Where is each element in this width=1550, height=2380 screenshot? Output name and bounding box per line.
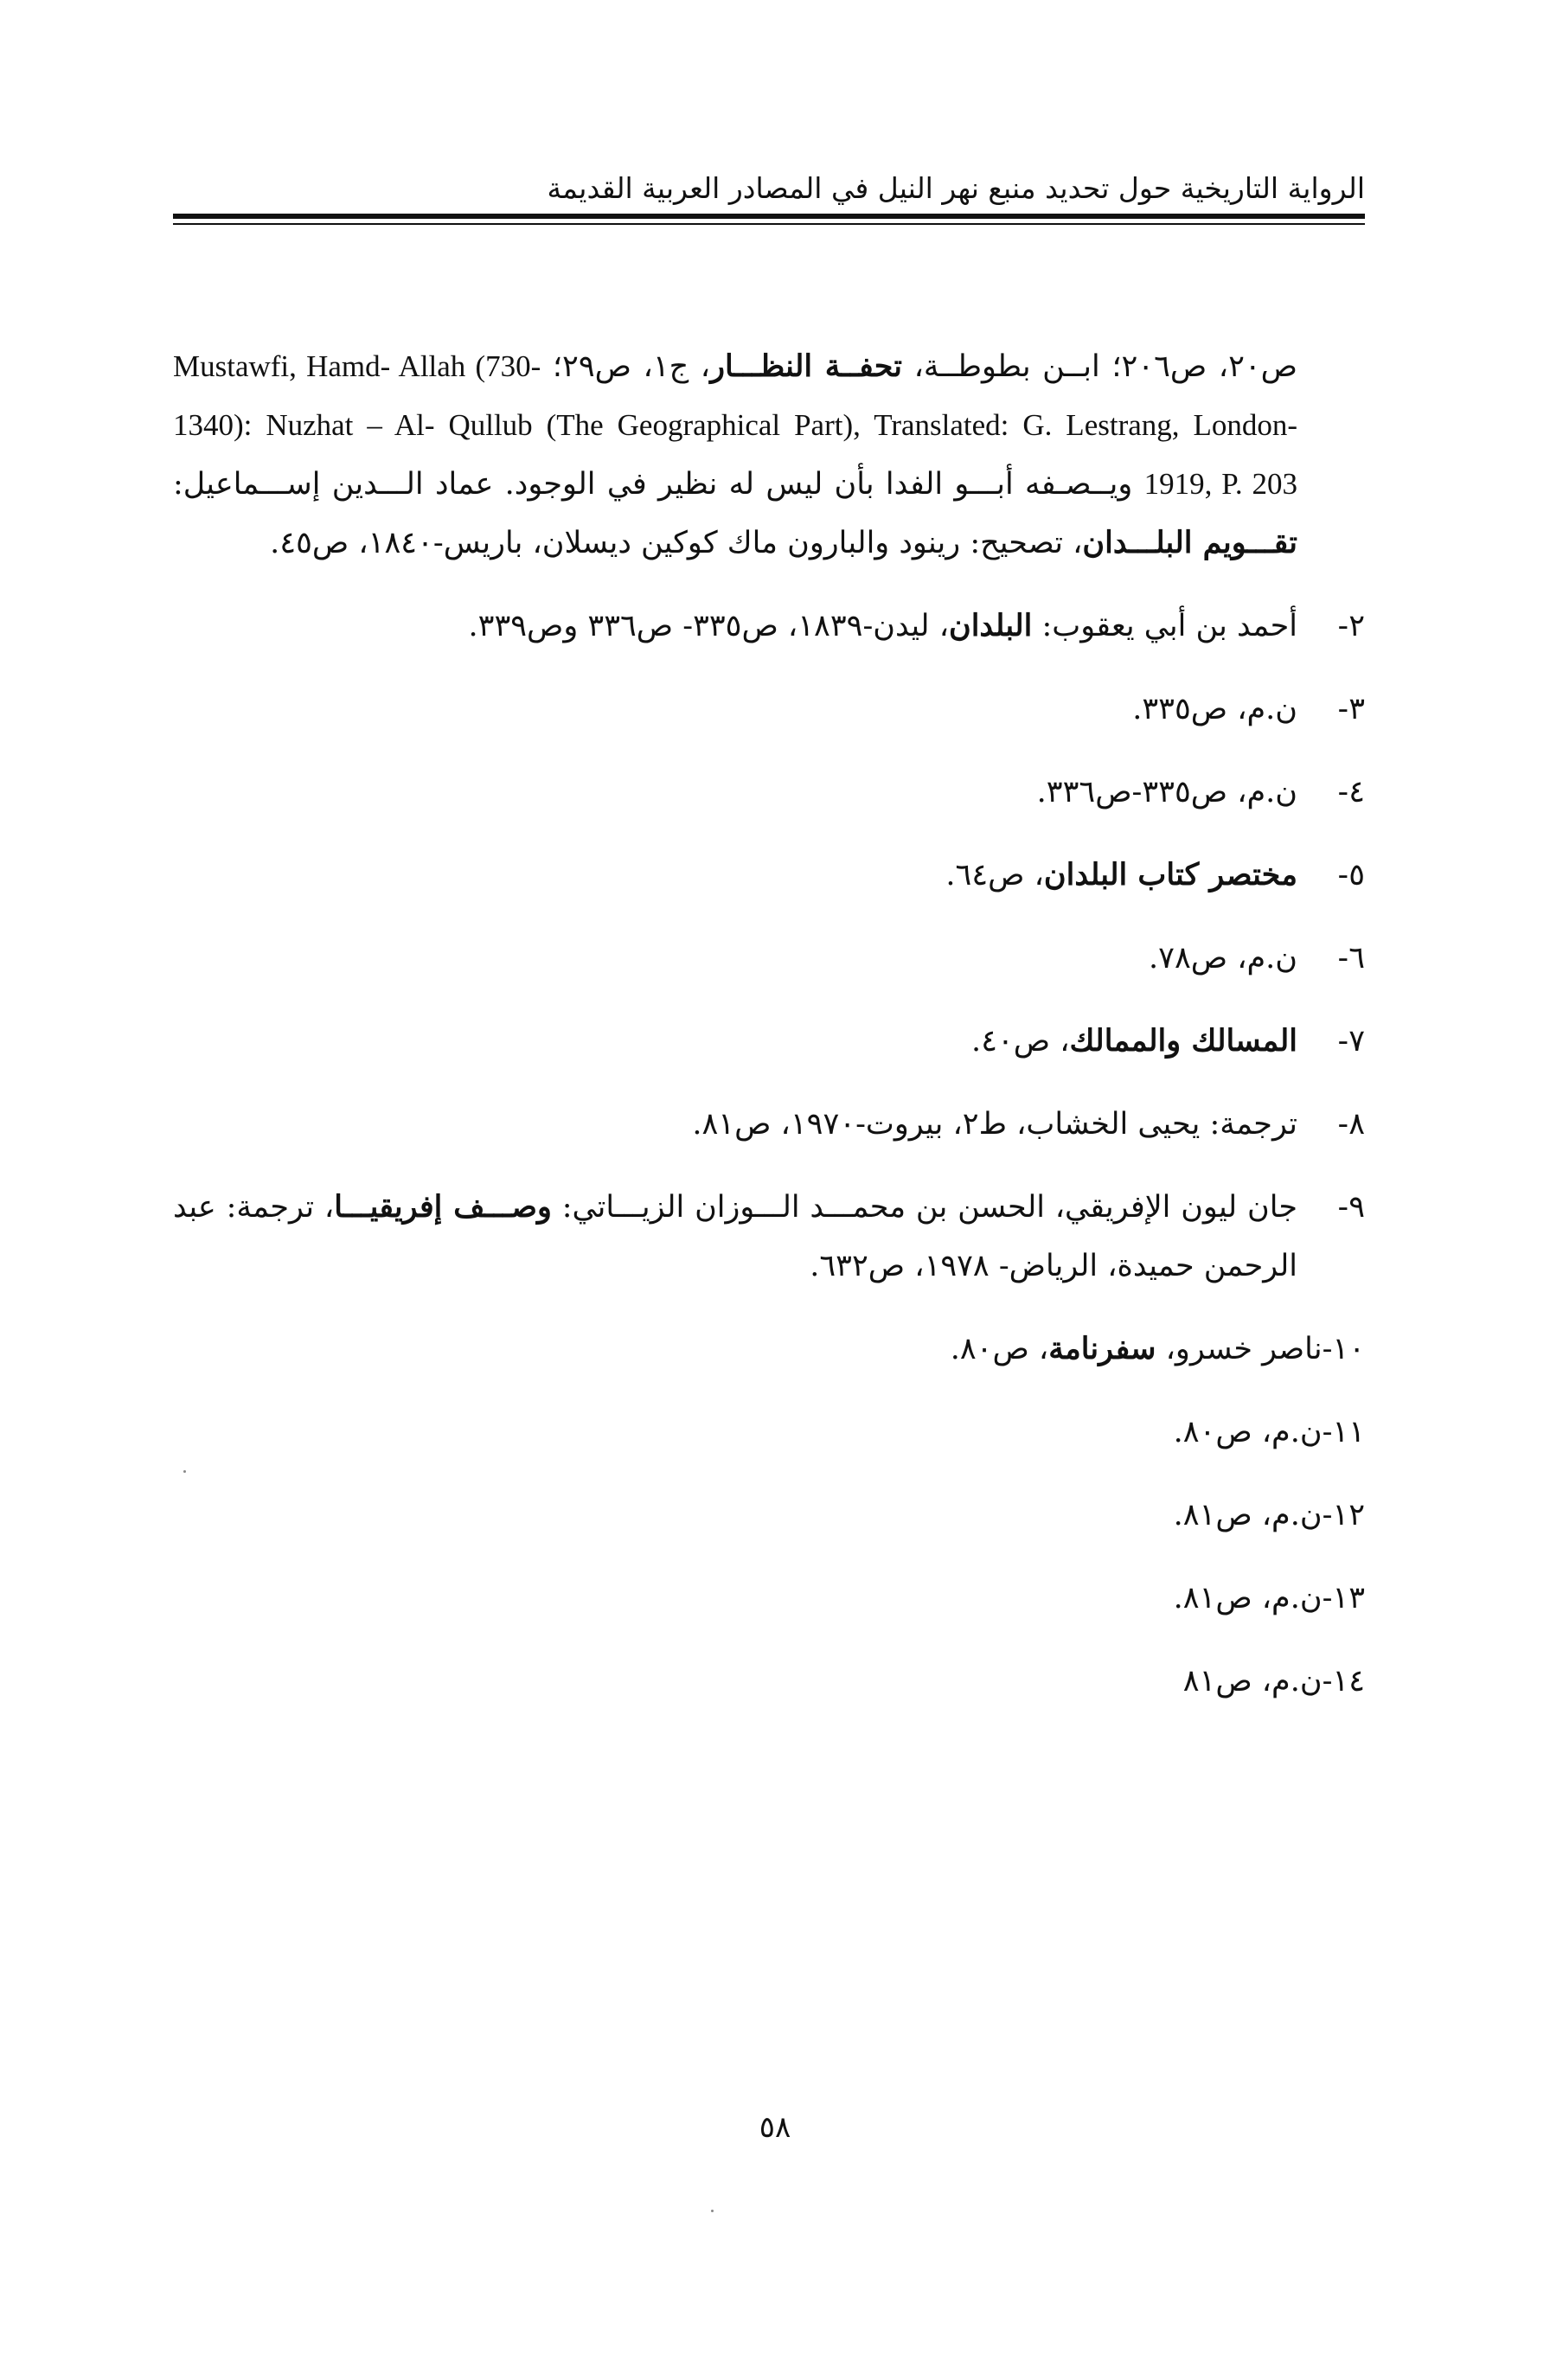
continuation-text-3: ويــصـفه أبـــو الفدا بأن ليس له نظير في الوجود. عماد الـــدين إســـماعيل: [173,467,1144,502]
footnote-text [173,1652,1365,1711]
footnote-text [173,929,1297,988]
page-number: ٥٨ [759,2110,791,2145]
footnote-text [173,1403,1365,1462]
footnote-number: ٥- [1337,858,1365,892]
footnotes-section [173,337,1365,1711]
footnote-text-post: ، ص٦٤. [945,858,1044,892]
footnote-8 [173,1095,1365,1154]
footnote-2 [173,597,1365,656]
footnote-number: ٤- [1337,775,1365,809]
footnote-text [173,1569,1365,1628]
footnote-text-pre: ترجمة: يحيى الخشاب، ط٢، بيروت-١٩٧٠، ص٨١. [692,1107,1297,1142]
footnote-text-post: ، ص٨٠. [950,1332,1049,1366]
footnote-5 [173,846,1365,905]
footnote-4 [173,763,1365,822]
footnote-3 [173,680,1365,739]
footnote-text [173,1012,1297,1071]
footnote-continuation [173,337,1365,573]
footnote-text [173,1320,1365,1379]
footnote-text-pre: ن.م، ص٨١ [1182,1664,1323,1699]
footnote-text-post: ، ص٤٠. [971,1024,1070,1059]
footnote-10 [173,1320,1365,1379]
footnote-7 [173,1012,1365,1071]
footnote-number: ١١- [1322,1415,1365,1449]
footnote-number: ١٠- [1322,1332,1365,1366]
footnote-text-pre: ن.م، ص٧٨. [1149,941,1297,976]
continuation-text-1: ص٢٠، ص٢٠٦؛ ابــن بطوطــة، [902,349,1297,384]
book-title-tuhfat-al-nuzzar: تحفــة النظـــار [710,349,903,384]
footnote-14 [173,1652,1365,1711]
footnote-number: ٦- [1337,941,1365,976]
footnote-6 [173,929,1365,988]
footnote-text-pre: ن.م، ص٨١. [1173,1498,1323,1532]
footnote-book-title: المسالك والممالك [1069,1023,1297,1059]
footnote-number: ١٢- [1322,1498,1365,1532]
footnote-text-pre: ن.م، ص٣٣٥. [1132,692,1297,726]
footnote-text [173,1486,1365,1545]
footnote-text [173,846,1297,905]
footnote-text [173,1178,1297,1296]
footnote-number: ٢- [1337,609,1365,643]
footnote-9 [173,1178,1365,1296]
header-rule-thick [173,214,1365,219]
footnote-text [173,597,1297,656]
footnote-book-title: البلدان [949,608,1033,643]
book-title-taqwim-al-buldan: تقـــويم البلـــدان [1082,525,1297,560]
footnote-number: ١٣- [1322,1581,1365,1615]
continuation-text-4: ، تصحيح: رينود والبارون ماك كوكين ديسلان، باريس-١٨٤٠، ص٤٥. [270,526,1083,560]
continuation-text-2: ، ج١، ص٢٩؛ [541,349,711,384]
footnote-text-pre: ن.م، ص٨١. [1173,1581,1323,1615]
footnote-text-pre: ن.م، ص٣٣٥-ص٣٣٦. [1036,775,1297,809]
footnote-text-post: ، ليدن-١٨٣٩، ص٣٣٥- ص٣٣٦ وص٣٣٩. [468,609,949,643]
footnote-number: ٨- [1337,1107,1365,1142]
footnote-book-title: وصـــف إفريقيـــا [334,1189,552,1225]
footnote-number: ٣- [1337,692,1365,726]
latin-citation: Mustawfi, Hamd- Allah (730- 1340): Nuzhat – Al- Qullub (The Geographical Part), Translated: G. Lestrang, London- 1919, P. 203 [173,349,1297,501]
footnote-text-pre: أحمد بن أبي يعقوب: [1032,609,1297,643]
footnote-12 [173,1486,1365,1545]
footnote-11 [173,1403,1365,1462]
footnote-number: ١٤- [1322,1664,1365,1699]
header-rule-thin [173,223,1365,225]
scan-speck [183,1470,186,1473]
footnote-text [173,763,1297,822]
footnote-book-title: سفرنامة [1048,1331,1156,1366]
scan-speck [711,2210,714,2212]
footnote-number: ٧- [1337,1024,1365,1059]
footnote-text-pre: جان ليون الإفريقي، الحسن بن محمـــد الـــوزان الزيـــاتي: [551,1190,1298,1225]
running-header-title: الرواية التاريخية حول تحديد منبع نهر النيل في المصادر العربية القديمة [547,171,1365,205]
footnote-number: ٩- [1337,1190,1365,1225]
footnote-text [173,680,1297,739]
footnote-13 [173,1569,1365,1628]
footnote-text-post: ، ترجمة: عبد الرحمن حميدة، الرياض- ١٩٧٨، ص٦٣٢. [173,1190,1297,1283]
footnote-text [173,1095,1297,1154]
footnote-book-title: مختصر كتاب البلدان [1043,857,1297,892]
footnote-text-pre: ن.م، ص٨٠. [1173,1415,1323,1449]
footnote-text-pre: ناصر خسرو، [1156,1332,1323,1366]
